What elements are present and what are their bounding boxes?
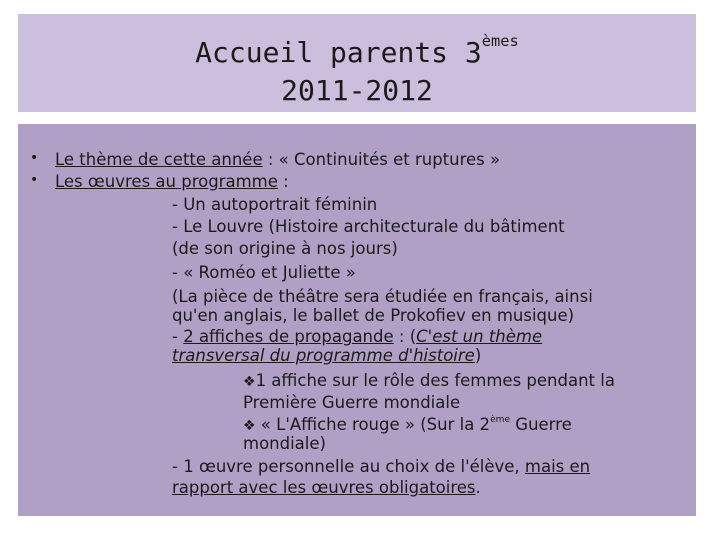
diamond-bullet-icon: ❖	[243, 418, 256, 434]
item-louvre-line2: (de son origine à nos jours)	[172, 239, 398, 258]
sub-item-affiche-rouge-line1: ❖ « L'Affiche rouge » (Sur la 2ème Guerre	[243, 415, 572, 434]
title-box	[18, 14, 696, 112]
bullet-oeuvres: Les œuvres au programme :	[55, 172, 289, 191]
slide-title-line2: 2011-2012	[281, 74, 433, 107]
item-romeo: - « Roméo et Juliette »	[172, 263, 356, 282]
item-affiches-line2: transversal du programme d'histoire)	[172, 346, 482, 365]
sub-item-affiche-rouge-line2: mondiale)	[243, 434, 326, 453]
item-autoportrait: - Un autoportrait féminin	[172, 195, 378, 214]
item-piece-line2: qu'en anglais, le ballet de Prokofiev en musique)	[172, 306, 575, 325]
slide-title-line1: Accueil parents 3èmes	[195, 32, 519, 69]
item-oeuvre-line1: - 1 œuvre personnelle au choix de l'élève, mais en	[172, 457, 591, 476]
item-louvre-line1: - Le Louvre (Histoire architecturale du bâtiment	[172, 217, 565, 236]
sub-item-femmes-line1: ❖1 affiche sur le rôle des femmes pendant la	[243, 371, 615, 390]
diamond-bullet-icon: ❖	[243, 374, 256, 390]
item-piece-line1: (La pièce de théâtre sera étudiée en français, ainsi	[172, 287, 593, 306]
item-oeuvre-line2: rapport avec les œuvres obligatoires.	[172, 478, 481, 497]
item-affiches-line1: - 2 affiches de propagande : (C'est un thème	[172, 327, 543, 346]
sub-item-femmes-line2: Première Guerre mondiale	[243, 393, 461, 412]
bullet-marker: •	[30, 150, 39, 166]
bullet-theme: Le thème de cette année : « Continuités et ruptures »	[55, 150, 501, 169]
bullet-marker: •	[30, 172, 39, 188]
